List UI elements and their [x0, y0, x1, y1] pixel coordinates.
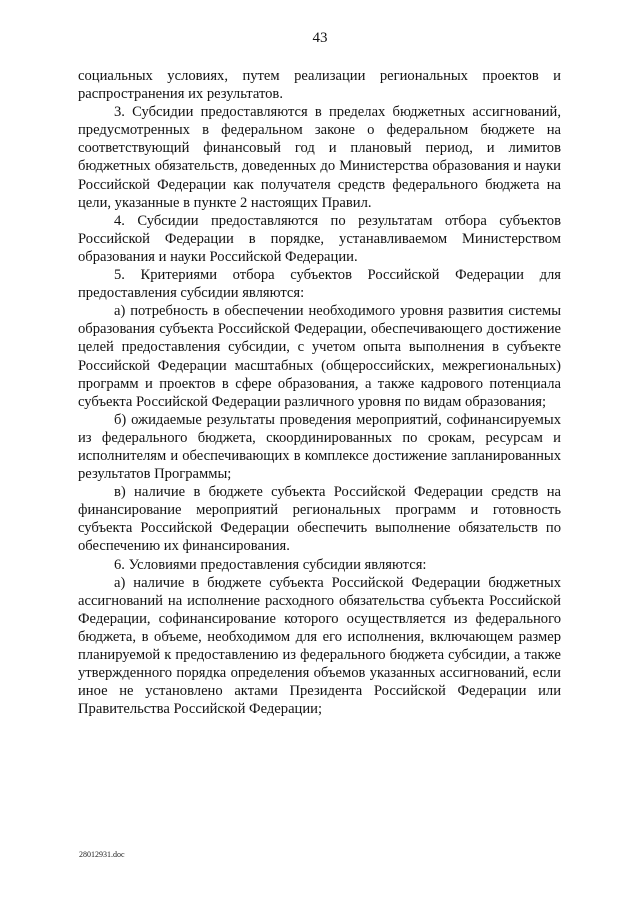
paragraph-clause-5b: б) ожидаемые результаты проведения мероприятий, софинансируемых из федерального бюджета, скоординированных по срокам, ресурсам и исполнителям и обеспечивающих в комплексе достижение запланированных результатов Программы; [78, 411, 561, 483]
paragraph-clause-6: 6. Условиями предоставления субсидии являются: [114, 556, 427, 573]
paragraph-clause-4: 4. Субсидии предоставляются по результатам отбора субъектов Российской Федерации в порядке, устанавливаемом Министерством образования и науки Российской Федерации. [78, 212, 561, 265]
page-number: 43 [312, 30, 328, 46]
paragraph-clause-6a: а) наличие в бюджете субъекта Российской Федерации бюджетных ассигнований на исполнение расходного обязательства субъекта Российской Федерации, софинансирование которого осуществляется из федерального бюджета, в объеме, необходимом для его исполнения, включающем размер планируемой к предоставлению из федерального бюджета субсидии, а также утвержденного порядка определения объемов указанных ассигнований, если иное не установлено актами Президента Российской Федерации или Правительства Российской Федерации; [78, 574, 561, 718]
footer-filename: 28012931.doc [79, 850, 125, 859]
paragraph-clause-5: 5. Критериями отбора субъектов Российской Федерации для предоставления субсидии являются: [78, 267, 561, 302]
paragraph-clause-5a: а) потребность в обеспечении необходимого уровня развития системы образования субъекта Российской Федерации, обеспечивающего достижение целей предоставления субсидии, с учетом опыта выполнения в субъекте Российской Федерации масштабных (общероссийских, межрегиональных) программ и проектов в сфере образования, а также кадрового потенциала субъекта Российской Федерации различного уровня по видам образования; [78, 303, 561, 410]
paragraph-clause-5v: в) наличие в бюджете субъекта Российской Федерации средств на финансирование мероприятий региональных программ и готовность субъекта Российской Федерации обеспечить выполнение обязательств по обеспечению их финансирования. [78, 484, 561, 555]
paragraph-clause-3: 3. Субсидии предоставляются в пределах бюджетных ассигнований, предусмотренных в федеральном законе о федеральном бюджете на соответствующий финансовый год и плановый период, и лимитов бюджетных обязательств, доведенных до Министерства образования и науки Российской Федерации как получателя средств федерального бюджета на цели, указанные в пункте 2 настоящих Правил. [78, 104, 561, 211]
document-body [78, 67, 561, 718]
paragraph-continuation: социальных условиях, путем реализации региональных проектов и распространения их результатов. [78, 68, 561, 103]
